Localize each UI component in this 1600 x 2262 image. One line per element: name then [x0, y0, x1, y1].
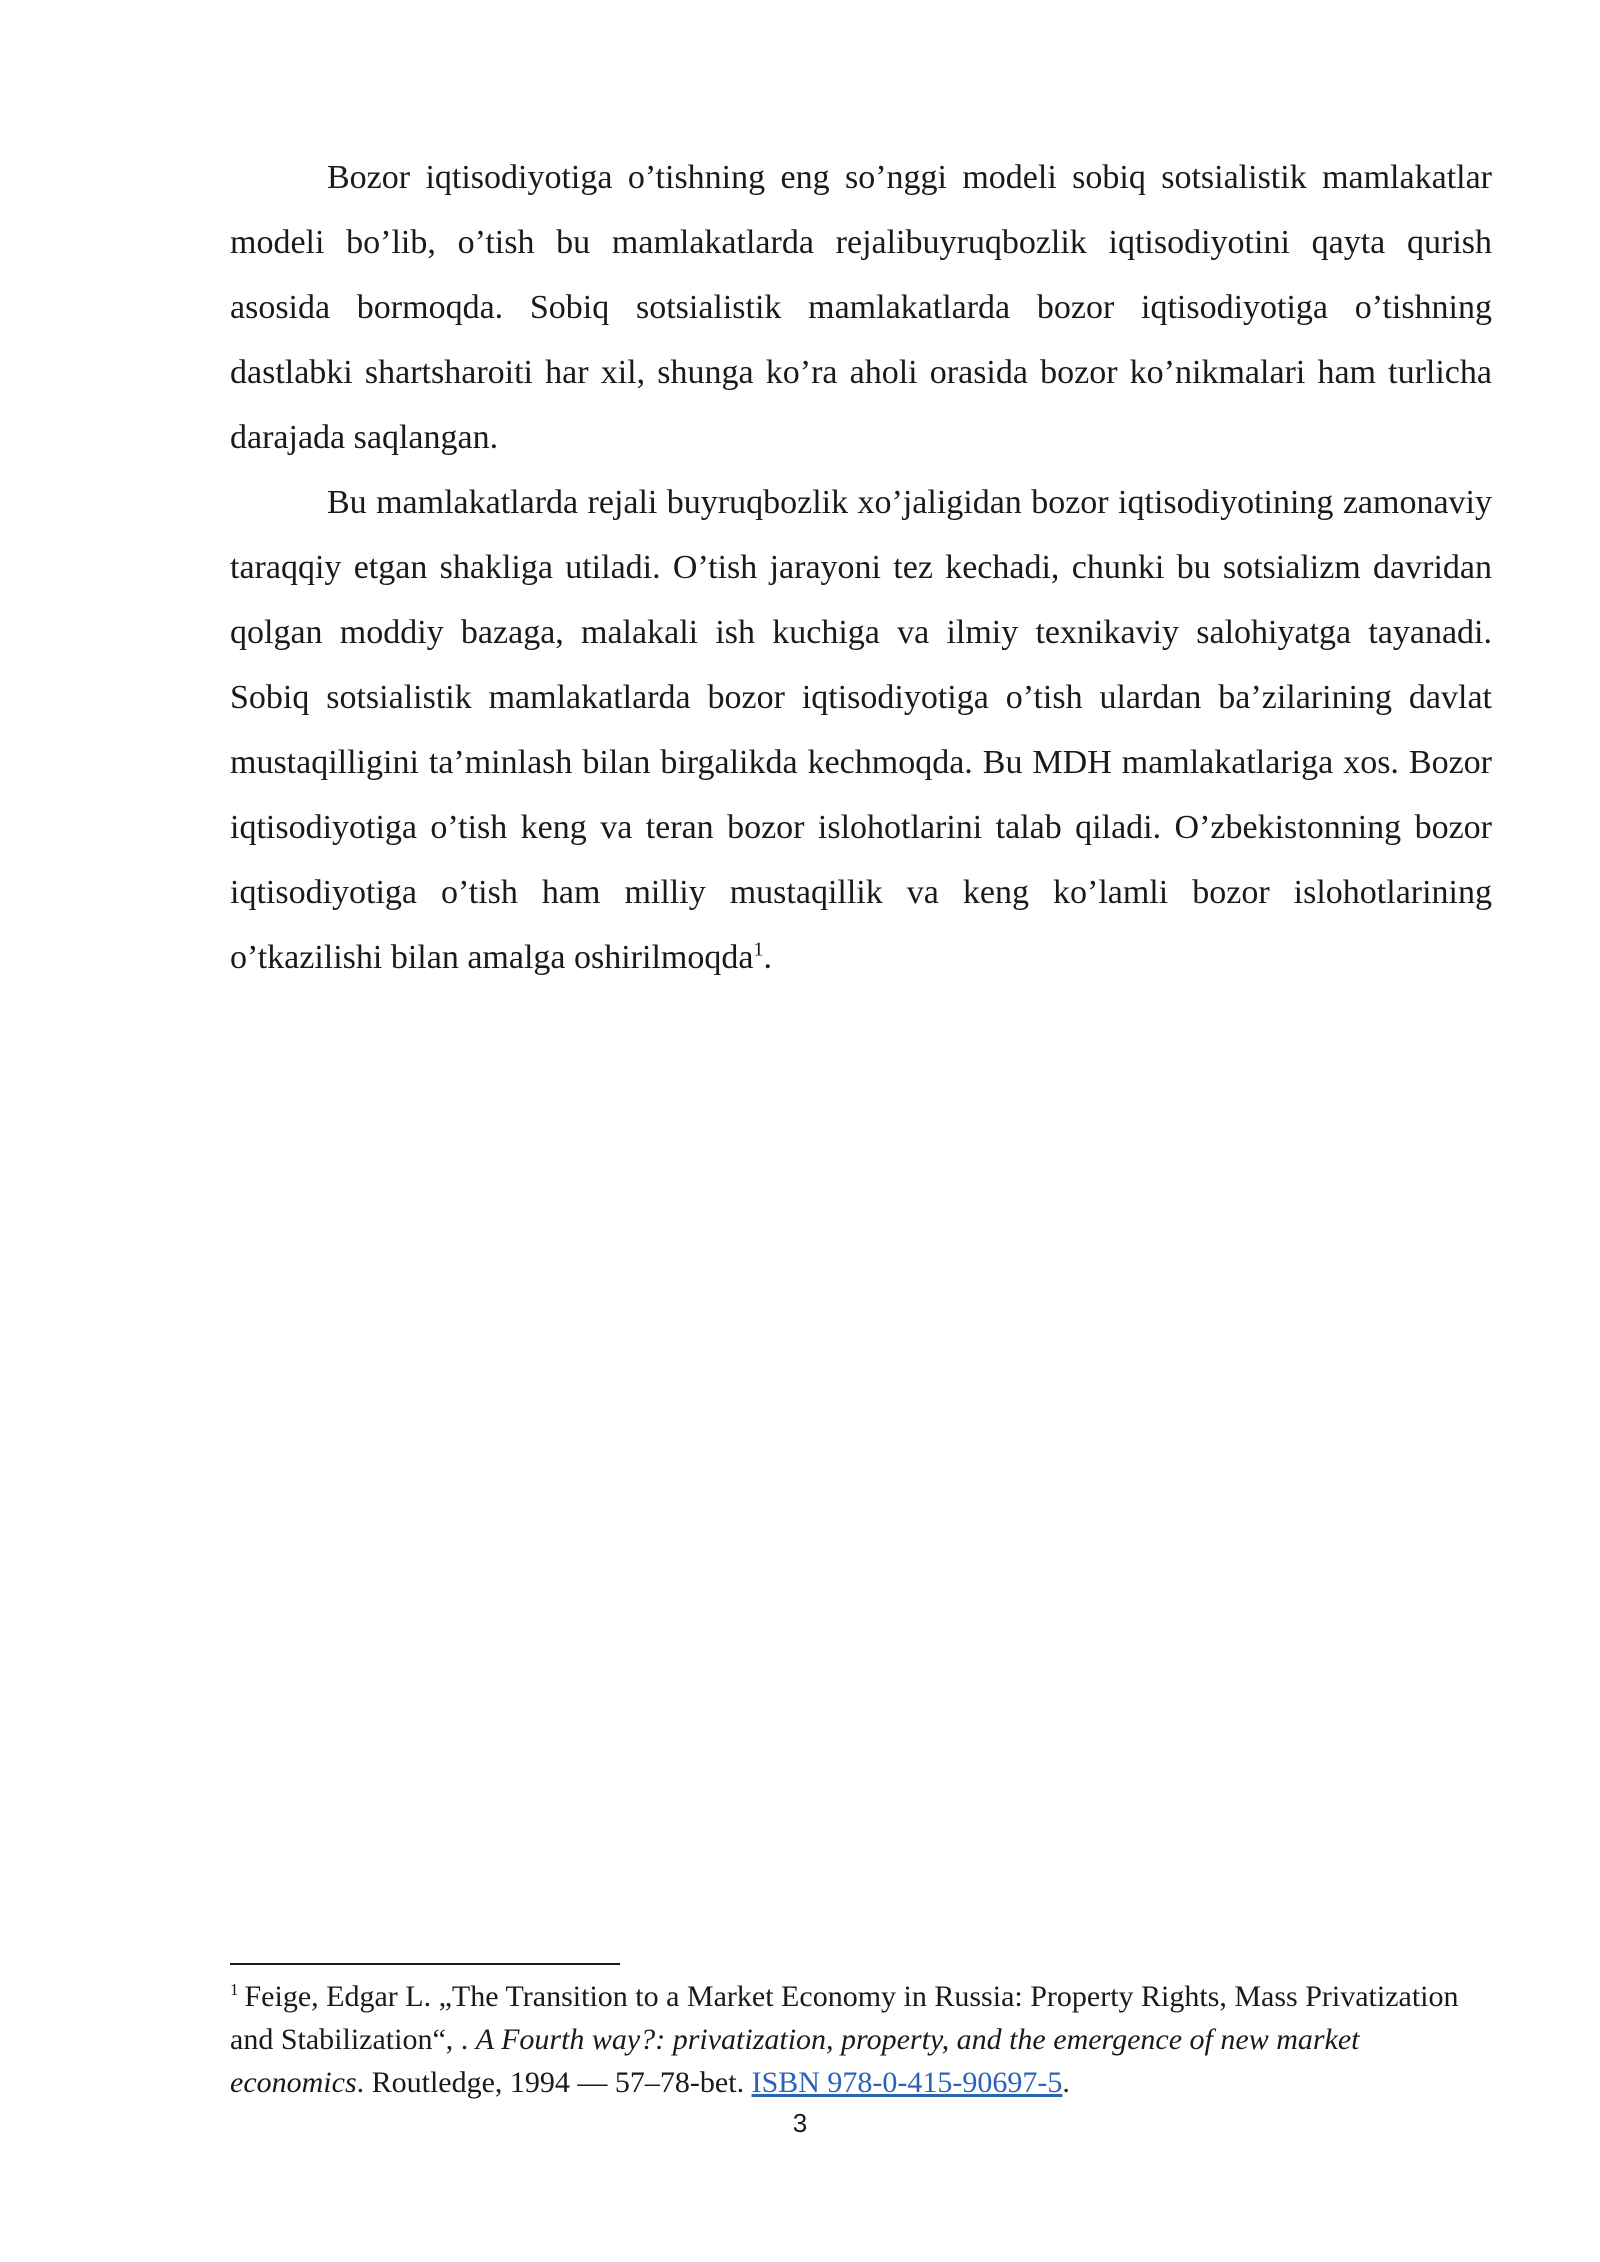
paragraph-2 — [230, 470, 1492, 990]
page-number: 3 — [792, 2108, 808, 2138]
paragraph-2-end: . — [763, 939, 772, 976]
footnote-reference[interactable]: 1 — [753, 938, 764, 961]
footnote-number: 1 — [230, 1980, 239, 1999]
body-text — [230, 145, 1492, 990]
footnote-book-title: A Fourth way?: privatization, property, and the emergence of new market economics — [230, 2023, 1360, 2099]
footnote — [230, 1975, 1492, 2104]
footnote-text-after: . Routledge, 1994 — 57–78-bet. — [356, 2066, 752, 2099]
paragraph-1: Bozor iqtisodiyotiga o’tishning eng so’nggi modeli sobiq sotsialistik mamlakatlar modeli bo’lib, o’tish bu mamlakatlarda rejalibuyruqbozlik iqtisodiyotini qayta qurish asosida bormoqda. Sobiq sotsialistik mamlakatlarda bozor iqtisodiyotiga o’tishning dastlabki shartsharoiti har xil, shunga ko’ra aholi orasida bozor ko’nikmalari ham turlicha darajada saqlangan. — [230, 159, 1492, 456]
isbn-link[interactable]: ISBN 978-0-415-90697-5 — [751, 2066, 1063, 2099]
footnote-separator — [230, 1963, 620, 1965]
footnote-text-before: Feige, Edgar L. „The Transition to a Market Economy in Russia: Property Rights, Mass Privatization and Stabilization“, . — [230, 1980, 1459, 2056]
paragraph-2-text: Bu mamlakatlarda rejali buyruqbozlik xo’jaligidan bozor iqtisodiyotining zamonaviy taraqqiy etgan shakliga utiladi. O’tish jarayoni tez kechadi, chunki bu sotsializm davridan qolgan moddiy bazaga, malakali ish kuchiga va ilmiy texnikaviy salohiyatga tayanadi. Sobiq sotsialistik mamlakatlarda bozor iqtisodiyotiga o’tish ulardan ba’zilarining davlat mustaqilligini ta’minlash bilan birgalikda kechmoqda. Bu MDH mamlakatlariga xos. Bozor iqtisodiyotiga o’tish keng va teran bozor islohotlarini talab qiladi. O’zbekistonning bozor iqtisodiyotiga o’tish ham milliy mustaqillik va keng ko’lamli bozor islohotlarining o’tkazilishi bilan amalga oshirilmoqda — [230, 484, 1492, 976]
footnote-text-end: . — [1062, 2066, 1070, 2099]
